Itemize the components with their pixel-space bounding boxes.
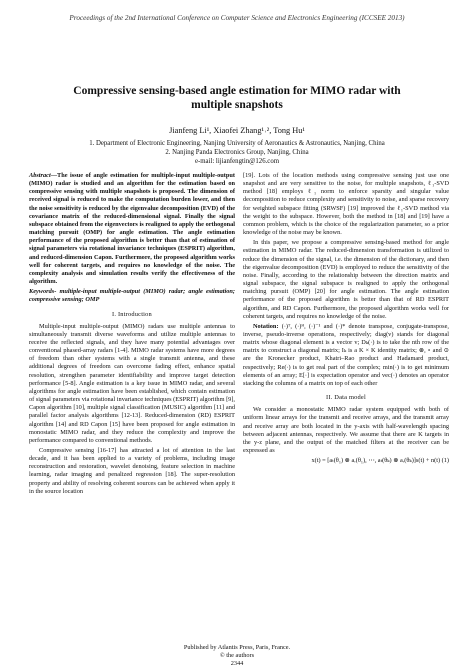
affiliation-2: 2. Nanjing Panda Electronics Group, Nanjing, China [165,149,309,157]
intro-paragraph-1: Multiple-input multiple-output (MIMO) radars use multiple antennas to simultaneously transmit diverse waveforms and utilize multiple antennas to receive the reflected signals, and they have many potential advantages over conventional phased-array radars [1-4]. MIMO radar systems have more degrees of freedom than other systems with a single transmit antenna, and these additional degrees of freedom can overcome fading effect, enhance spatial resolution, strengthen parameter identifiability and improve target detection performance [5-8]. Angle estimation is a key issue in MIMO radar, and several algorithms for angle estimation have been established, which contain estimation of signal parameters via rotational invariance techniques (ESPRIT) algorithm [9], Capon algorithm [10], multiple signal classification (MUSIC) algorithm [11] and parallel factor analysis algorithms [12-13]. Reduced-dimension (RD) ESPRIT algorithm [14] and RD Capon [15] have been proposed for angle estimation in monostatic MIMO radar, and they reduce the complexity and improve the performance compared to conventional methods. [29,322,235,444]
paper-title: Compressive sensing-based angle estimation for MIMO radar with multiple snapshots [73,85,401,111]
affiliation-1: 1. Department of Electronic Engineering, Nanjing University of Aeronautics & Astronautics, Nanjing, China [89,140,385,147]
affiliations [0,139,474,167]
abstract [29,172,235,286]
publisher-line: Published by Atlantis Press, Paris, France. [183,644,291,651]
page-footer [0,644,474,668]
proceedings-header: Proceedings of the 2nd International Conference on Computer Science and Electronics Engineering (ICCSEE 2013) [69,14,405,22]
abstract-text: —The issue of angle estimation for multiple-input multiple-output (MIMO) radar is studied and an algorithm for the estimation based on compressive sensing with multiple snapshots is proposed. The dimension of received signal is reduced to make the computation burden lower, and then the noise sensitivity is reduced by the eigenvalue decomposition (EVD) of the covariance matrix of the reduced-dimensional signal. Finally the signal subspace obtained from the eigenvectors is realigned to apply the orthogonal matching pursuit (OMP) for angle estimation. The angle estimation performance of the proposed algorithm is better than that of estimation of signal parameters via rotational invariance techniques (ESPRIT) algorithm, and reduced-dimension Capon. Furthermore, the proposed algorithm works well for coherent targets, and requires no knowledge of the noise. The complexity analysis and simulation results verify the effectiveness of the algorithm. [29,172,235,286]
section-heading-data-model: II. Data model [326,394,366,402]
data-model-paragraph: We consider a monostatic MIMO radar system equipped with both of uniform linear arrays for the transmit and receive arrays, and the transmit array and receive array are both located in the y-axis with half-wavelength spacing between adjacent antennas, respectively. We assume that there are K targets in the y-z plane, and the output of the matched filters at the receiver can be expressed as [243,406,449,454]
notation-paragraph [243,323,449,388]
page-number: 2344 [230,660,244,667]
body-paragraph-1: [19]. Lots of the location methods using compressive sensing just use one snapshot and are very sensitive to the noise, for multiple snapshots, ℓ₁-SVD method [18] employs ℓ₁ norm to enforce sparsity and singular value decomposition to reduce complexity and sensitivity to noise, and sparse recovery for weighted subspace fitting (SRWSF) [19] improved the ℓ₁-SVD method via the weight to the subspace. However, both the method in [18] and [19] have a common problem, which is the choice of the regularization parameter, so a prior knowledge of the noise may be known. [243,172,449,237]
section-heading-introduction: I. Introduction [112,310,152,318]
keywords-label: Keywords- [29,288,57,296]
author-list: Jianfeng Li¹, Xiaofei Zhang¹˒², Tong Hu¹ [169,126,305,135]
keywords [29,288,235,304]
equation-1: x(t) = [aₜ(θ₁) ⊗ aᵣ(θ₁), ⋯, aₜ(θₖ) ⊗ aᵣ(θₖ)]s(t) + n(t) (1) [311,457,449,465]
intro-paragraph-2: Compressive sensing [16-17] has attracted a lot of attention in the last decade, and it has been applied to a variety of problems, including image reconstruction and restoration, wavelet denoising, feature selection in machine learning, radar imaging and penalized regression [18]. The super-resolution property and ability of resolving coherent sources can be achieved when apply it in the source location [29,447,235,495]
keywords-text: multiple-input multiple-output (MIMO) radar; angle estimation; compressive sensing; OMP [29,288,235,304]
copyright-line: © the authors [219,652,255,659]
left-column [29,172,235,498]
notation-label: Notation: [253,322,279,330]
abstract-label: Abstract [29,172,51,179]
right-column [243,172,449,467]
author-email: e-mail: lijianfengtin@126.com [194,158,280,166]
notation-text: (·)ᵀ, (·)ᴴ, (·)⁻¹ and (·)* denote transpose, conjugate-transpose, inverse, pseudo-inverse operations, respectively; diag(v) stands for diagonal matrix whose diagonal element is a vector v; Dₖ(·) is to take the nth row of the matrix to construct a diagonal matrix; Iₖ is a K × K identity matrix; ⊗, ∘ and ⊙ are the Kronecker product, Khatri–Rao product and Hadamard product, respectively; Re(·) is to get real part of the complex; min(·) is to get minimum elements of an array; E[·] is expectation operator and vec(·) denotes an operator stacking the columns of a matrix on top of each other [243,322,449,387]
body-paragraph-2: In this paper, we propose a compressive sensing-based method for angle estimation in MIMO radar. The reduced-dimension transformation is utilized to reduce the dimension of the signal, i.e. the dimension of the dictionary, and then the eigenvalue decomposition (EVD) is employed to reduce the sensitivity of the noise. Finally, according to the relationship between the direction matrix and signal subspace, the signal subspace is realigned to apply the orthogonal matching pursuit (OMP) [20] for angle estimation. The angle estimation performance of the proposed algorithm is better than that of RD ESPRIT algorithm, and RD Capon. Furthermore, the proposed algorithm works well for coherent targets, and requires no knowledge of the noise. [243,239,449,320]
